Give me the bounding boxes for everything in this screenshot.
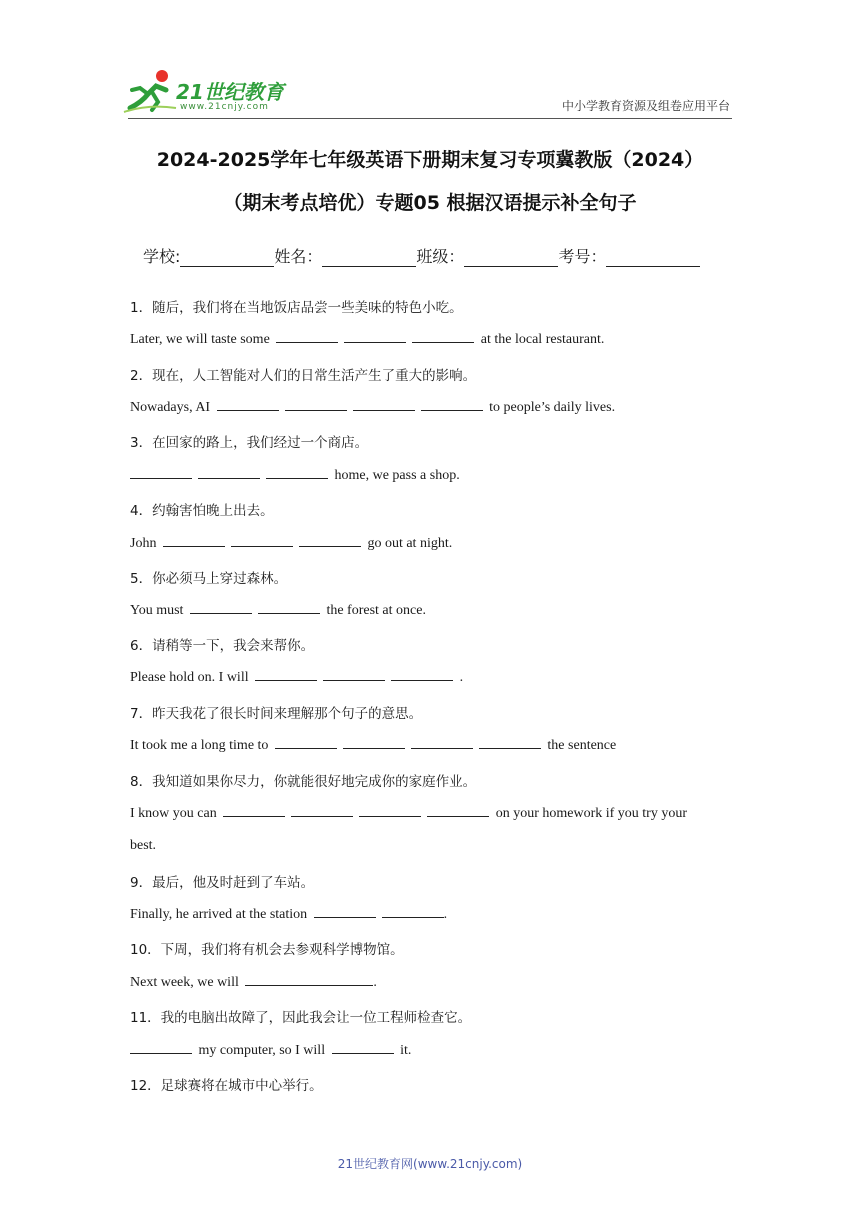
answer-blank[interactable] bbox=[258, 601, 320, 614]
answer-blank[interactable] bbox=[412, 330, 474, 343]
question-3-english bbox=[130, 466, 460, 484]
school-blank[interactable] bbox=[180, 250, 274, 267]
answer-blank[interactable] bbox=[421, 398, 483, 411]
answer-blank[interactable] bbox=[223, 804, 285, 817]
answer-blank[interactable] bbox=[382, 905, 444, 918]
q4-text-post: go out at night. bbox=[367, 536, 453, 551]
answer-blank[interactable] bbox=[343, 736, 405, 749]
q8-text-post: on your homework if you try your bbox=[495, 806, 688, 821]
question-1-chinese: 1．随后，我们将在当地饭店品尝一些美味的特色小吃。 bbox=[130, 300, 463, 316]
school-label: 学校: bbox=[143, 247, 181, 266]
answer-blank[interactable] bbox=[130, 1041, 192, 1054]
question-5-english bbox=[130, 601, 426, 619]
answer-blank[interactable] bbox=[427, 804, 489, 817]
question-1-english bbox=[130, 330, 604, 348]
question-7-chinese: 7．昨天我花了很长时间来理解那个句子的意思。 bbox=[130, 706, 423, 722]
answer-blank[interactable] bbox=[314, 905, 376, 918]
q9-text-pre: Finally, he arrived at the station bbox=[130, 907, 308, 922]
q7-text-pre: It took me a long time to bbox=[130, 738, 269, 753]
answer-blank[interactable] bbox=[323, 668, 385, 681]
answer-blank[interactable] bbox=[275, 736, 337, 749]
q5-text-pre: You must bbox=[130, 603, 184, 618]
answer-blank[interactable] bbox=[285, 398, 347, 411]
page-header bbox=[0, 0, 860, 120]
answer-blank[interactable] bbox=[291, 804, 353, 817]
logo-url: www.21cnjy.com bbox=[180, 102, 269, 112]
answer-blank[interactable] bbox=[245, 973, 373, 986]
q4-text-pre: John bbox=[130, 536, 157, 551]
question-11-chinese: 11．我的电脑出故障了，因此我会让一位工程师检查它。 bbox=[130, 1010, 472, 1026]
number-blank[interactable] bbox=[606, 250, 700, 267]
question-8-continuation: best. bbox=[130, 838, 157, 853]
question-6-english bbox=[130, 668, 463, 686]
platform-label: 中小学教育资源及组卷应用平台 bbox=[561, 99, 730, 113]
question-6-chinese: 6．请稍等一下，我会来帮你。 bbox=[130, 638, 315, 654]
number-label: 考号： bbox=[558, 247, 607, 266]
logo bbox=[122, 68, 292, 116]
answer-blank[interactable] bbox=[344, 330, 406, 343]
page-footer: 21世纪教育网(www.21cnjy.com) bbox=[337, 1157, 523, 1171]
class-blank[interactable] bbox=[464, 250, 558, 267]
question-5-chinese: 5．你必须马上穿过森林。 bbox=[130, 571, 288, 587]
question-8-english bbox=[130, 804, 687, 822]
answer-blank[interactable] bbox=[163, 534, 225, 547]
answer-blank[interactable] bbox=[198, 466, 260, 479]
question-3-chinese: 3．在回家的路上，我们经过一个商店。 bbox=[130, 435, 369, 451]
q10-text-post: . bbox=[373, 975, 377, 990]
class-label: 班级： bbox=[416, 247, 465, 266]
runner-logo-icon bbox=[122, 68, 178, 114]
q11-text-post: it. bbox=[400, 1043, 412, 1058]
answer-blank[interactable] bbox=[479, 736, 541, 749]
q2-text-pre: Nowadays, AI bbox=[130, 400, 211, 415]
question-12-chinese: 12．足球赛将在城市中心举行。 bbox=[130, 1078, 323, 1094]
question-11-english bbox=[130, 1041, 411, 1059]
name-blank[interactable] bbox=[322, 250, 416, 267]
student-info-row bbox=[143, 244, 700, 267]
question-9-english bbox=[130, 905, 447, 923]
answer-blank[interactable] bbox=[276, 330, 338, 343]
answer-blank[interactable] bbox=[231, 534, 293, 547]
question-7-english bbox=[130, 736, 616, 754]
answer-blank[interactable] bbox=[353, 398, 415, 411]
question-2-english bbox=[130, 398, 615, 416]
q6-text-post: . bbox=[459, 670, 464, 685]
name-label: 姓名： bbox=[274, 247, 323, 266]
question-4-english bbox=[130, 534, 452, 552]
q6-text-pre: Please hold on. I will bbox=[130, 670, 249, 685]
q9-text-post: . bbox=[443, 907, 448, 922]
answer-blank[interactable] bbox=[190, 601, 252, 614]
q7-text-post: the sentence bbox=[547, 738, 617, 753]
header-divider bbox=[128, 118, 732, 119]
q1-text-post: at the local restaurant. bbox=[480, 332, 605, 347]
answer-blank[interactable] bbox=[255, 668, 317, 681]
answer-blank[interactable] bbox=[217, 398, 279, 411]
q5-text-post: the forest at once. bbox=[326, 603, 426, 618]
answer-blank[interactable] bbox=[299, 534, 361, 547]
question-10-chinese: 10．下周，我们将有机会去参观科学博物馆。 bbox=[130, 942, 404, 958]
question-8-chinese: 8．我知道如果你尽力，你就能很好地完成你的家庭作业。 bbox=[130, 774, 477, 790]
q10-text-pre: Next week, we will bbox=[130, 975, 239, 990]
question-10-english bbox=[130, 973, 377, 991]
q3-text-post: home, we pass a shop. bbox=[334, 468, 460, 483]
answer-blank[interactable] bbox=[391, 668, 453, 681]
q1-text-pre: Later, we will taste some bbox=[130, 332, 270, 347]
question-9-chinese: 9．最后，他及时赶到了车站。 bbox=[130, 875, 315, 891]
q2-text-post: to people’s daily lives. bbox=[489, 400, 616, 415]
answer-blank[interactable] bbox=[411, 736, 473, 749]
page-subtitle: （期末考点培优）专题05 根据汉语提示补全句子 bbox=[223, 192, 637, 214]
answer-blank[interactable] bbox=[332, 1041, 394, 1054]
q8-text-pre: I know you can bbox=[130, 806, 217, 821]
question-2-chinese: 2．现在，人工智能对人们的日常生活产生了重大的影响。 bbox=[130, 368, 477, 384]
answer-blank[interactable] bbox=[130, 466, 192, 479]
question-4-chinese: 4．约翰害怕晚上出去。 bbox=[130, 503, 274, 519]
logo-text: 21世纪教育 bbox=[176, 80, 284, 104]
q11-text-mid: my computer, so I will bbox=[198, 1043, 326, 1058]
page-title: 2024-2025学年七年级英语下册期末复习专项冀教版（2024） bbox=[156, 149, 704, 171]
answer-blank[interactable] bbox=[266, 466, 328, 479]
answer-blank[interactable] bbox=[359, 804, 421, 817]
